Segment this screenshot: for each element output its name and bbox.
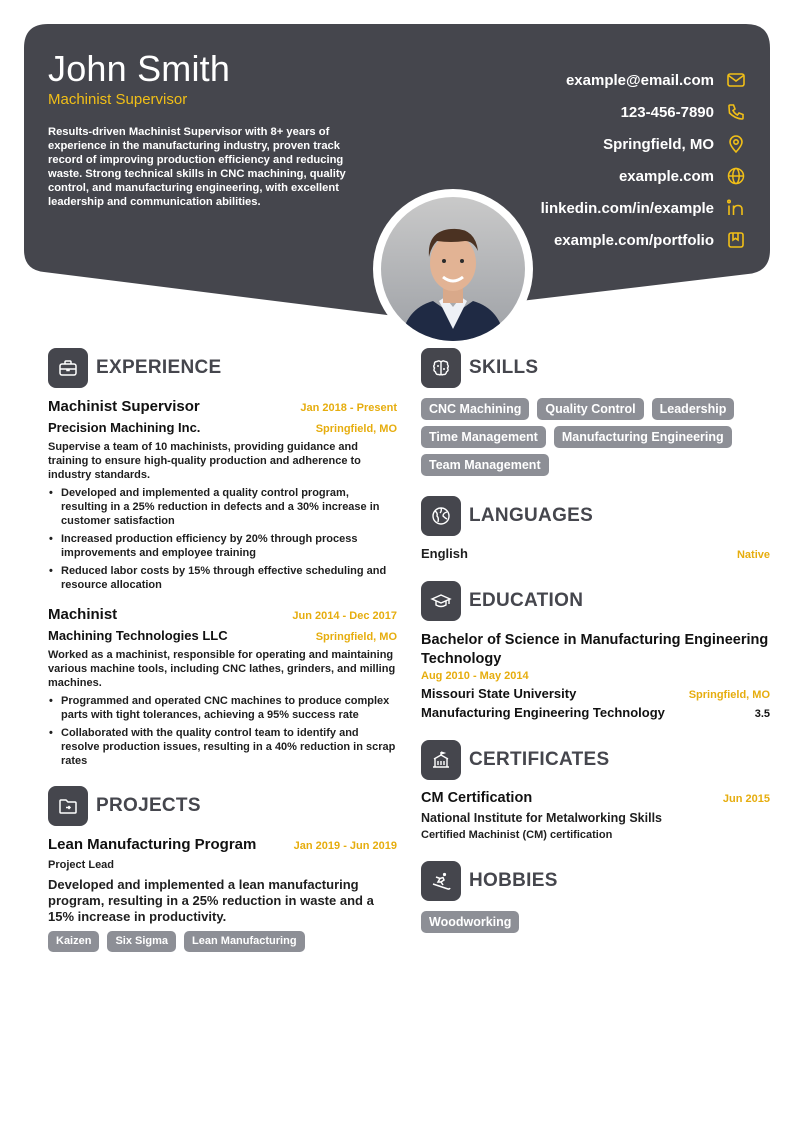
project-title: Lean Manufacturing Program — [48, 836, 257, 853]
project-date: Jan 2019 - Jun 2019 — [293, 840, 397, 852]
skills-heading: SKILLS — [469, 357, 539, 378]
globe-icon — [726, 166, 746, 186]
contact-location-text: Springfield, MO — [603, 135, 714, 153]
contact-website[interactable] — [446, 160, 746, 192]
contact-phone[interactable] — [446, 96, 746, 128]
skiing-icon — [421, 861, 461, 901]
project-tag: Kaizen — [48, 931, 99, 952]
skill-chip: Time Management — [421, 426, 546, 448]
job-achievements — [48, 694, 397, 768]
profile-photo — [381, 197, 525, 341]
job-description: Supervise a team of 10 machinists, providing guidance and training to ensure high-quality production and adherence to industry standards. — [48, 441, 361, 481]
certificates-heading: CERTIFICATES — [469, 749, 610, 770]
contact-website-text[interactable]: example.com — [618, 167, 714, 185]
summary-text: Results-driven Machinist Supervisor with 8+ years of experience in the manufacturing industry, proven track record of improving production efficiency and reducing waste. Strong technical skills in CNC machining, quality control, and manufacturing engineering, with excellent leadership and communication abilities. — [48, 126, 346, 208]
achievement-item: • Programmed and operated CNC machines to produce complex parts with tight tolerances, achieving a 95% success rate — [48, 694, 397, 722]
achievement-item: • Collaborated with the quality control team to identify and resolve production issues, resulting in a 40% reduction in scrap rates — [48, 726, 397, 768]
job-date: Jun 2014 - Dec 2017 — [292, 610, 397, 622]
job-achievements — [48, 486, 397, 592]
hobbies-list — [421, 911, 770, 933]
education-field: Manufacturing Engineering Technology — [421, 705, 665, 720]
contact-phone-text[interactable]: 123-456-7890 — [620, 103, 714, 121]
education-school: Missouri State University — [421, 686, 577, 701]
skill-chip: Quality Control — [537, 398, 643, 420]
project-tags — [48, 931, 397, 952]
candidate-title: Machinist Supervisor — [48, 91, 188, 108]
phone-icon — [726, 102, 746, 122]
contact-location — [446, 128, 746, 160]
right-column — [421, 348, 770, 933]
hobbies-heading: HOBBIES — [469, 870, 558, 891]
experience-section-header — [48, 348, 397, 388]
certificate-description: Certified Machinist (CM) certification — [421, 829, 613, 841]
certificates-section-header — [421, 740, 770, 780]
job-company: Precision Machining Inc. — [48, 420, 201, 435]
hobbies-section-header — [421, 861, 770, 901]
education-section-header — [421, 581, 770, 621]
job-company: Machining Technologies LLC — [48, 628, 228, 643]
projects-heading: PROJECTS — [96, 795, 201, 816]
location-pin-icon — [726, 134, 746, 154]
folder-icon — [48, 786, 88, 826]
skills-section-header — [421, 348, 770, 388]
skill-chip: CNC Machining — [421, 398, 529, 420]
education-gpa: 3.5 — [754, 708, 770, 720]
skill-chip: Team Management — [421, 454, 549, 476]
certificate-item — [421, 790, 770, 841]
left-column — [48, 348, 397, 952]
graduation-cap-icon — [421, 581, 461, 621]
portfolio-icon — [726, 230, 746, 250]
project-description: Developed and implemented a lean manufacturing program, resulting in a 25% reduction in waste and a 15% increase in productivity. — [48, 877, 374, 924]
language-globe-icon — [421, 496, 461, 536]
contact-portfolio-text[interactable]: example.com/portfolio — [553, 231, 714, 249]
language-item — [421, 546, 770, 561]
linkedin-icon — [726, 198, 746, 218]
briefcase-icon — [48, 348, 88, 388]
language-level: Native — [736, 549, 770, 561]
languages-section-header — [421, 496, 770, 536]
language-name: English — [421, 546, 468, 561]
experience-heading: EXPERIENCE — [96, 357, 222, 378]
achievement-item: • Reduced labor costs by 15% through effective scheduling and resource allocation — [48, 564, 397, 592]
education-location: Springfield, MO — [688, 689, 770, 701]
education-degree: Bachelor of Science in Manufacturing Engineering Technology — [421, 632, 769, 667]
education-heading: EDUCATION — [469, 590, 584, 611]
achievement-item: • Developed and implemented a quality control program, resulting in a 25% reduction in defects and a 30% increase in customer satisfaction — [48, 486, 397, 528]
mail-icon — [726, 70, 746, 90]
job-location: Springfield, MO — [315, 423, 397, 435]
institution-icon — [421, 740, 461, 780]
job-date: Jan 2018 - Present — [300, 402, 397, 414]
project-role: Project Lead — [48, 859, 115, 871]
certificate-issuer: National Institute for Metalworking Skills — [421, 811, 663, 825]
skill-chip: Leadership — [652, 398, 735, 420]
contact-email[interactable] — [446, 64, 746, 96]
education-date: Aug 2010 - May 2014 — [421, 670, 529, 682]
languages-heading: LANGUAGES — [469, 505, 594, 526]
job-title: Machinist — [48, 606, 118, 623]
project-tag: Lean Manufacturing — [184, 931, 305, 952]
job-title: Machinist Supervisor — [48, 398, 200, 415]
job-description: Worked as a machinist, responsible for operating and maintaining various machine tools, including CNC lathes, grinders, and milling machines. — [48, 649, 396, 689]
job-location: Springfield, MO — [315, 631, 397, 643]
project-tag: Six Sigma — [107, 931, 176, 952]
experience-item — [48, 606, 397, 768]
skills-list — [421, 398, 770, 476]
achievement-item: • Increased production efficiency by 20% through process improvements and employee training — [48, 532, 397, 560]
brain-icon — [421, 348, 461, 388]
candidate-name: John Smith — [48, 48, 231, 89]
profile-photo-frame — [373, 189, 533, 349]
contact-email-text[interactable]: example@email.com — [565, 71, 714, 89]
projects-section-header — [48, 786, 397, 826]
project-item — [48, 836, 397, 952]
education-item — [421, 631, 770, 720]
certificate-date: Jun 2015 — [722, 793, 770, 805]
skill-chip: Manufacturing Engineering — [554, 426, 732, 448]
certificate-title: CM Certification — [421, 790, 533, 806]
experience-item — [48, 398, 397, 592]
contact-linkedin-text[interactable]: linkedin.com/in/example — [540, 199, 714, 217]
hobby-chip: Woodworking — [421, 911, 519, 933]
